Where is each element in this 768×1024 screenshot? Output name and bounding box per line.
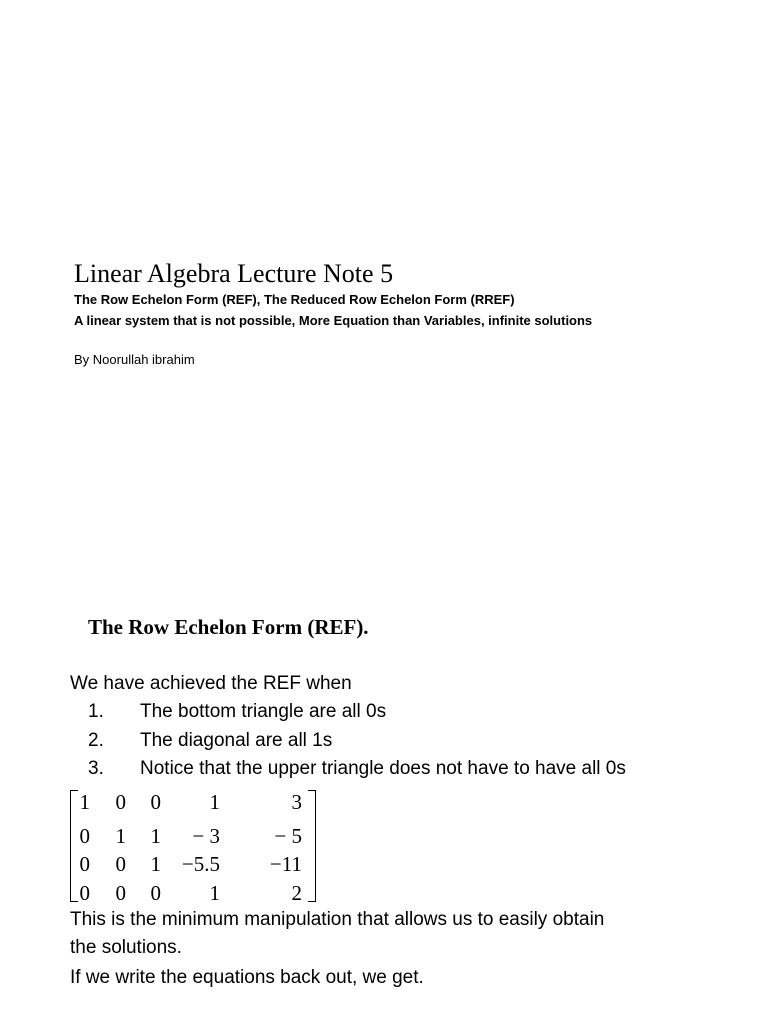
list-item-number: 1.: [88, 701, 104, 722]
list-item-text: The diagonal are all 1s: [140, 729, 333, 751]
matrix-cell-r4-c2: 0: [115, 881, 126, 905]
matrix-cell-r2-c3: 1: [150, 824, 161, 848]
matrix-cell-r1-c3: 0: [150, 790, 161, 814]
section-heading: The Row Echelon Form (REF).: [88, 615, 369, 639]
subtitle-line-2: A linear system that is not possible, More Equation than Variables, infinite solutions: [74, 313, 593, 328]
matrix-cell-r4-c5: 2: [291, 881, 302, 905]
matrix-cell-r2-c5: − 5: [274, 824, 302, 848]
augmented-matrix: [70, 786, 316, 904]
list-item-number: 2.: [88, 729, 104, 751]
matrix-cell-r2-c4: − 3: [192, 824, 220, 848]
matrix-cell-r1-c4: 1: [209, 790, 220, 814]
matrix-cell-r4-c1: 0: [79, 881, 90, 905]
list-item-text: Notice that the upper triangle does not have to have all 0s: [140, 758, 626, 779]
matrix-cell-r3-c1: 0: [79, 852, 90, 876]
author-line: By Noorullah ibrahim: [74, 352, 195, 367]
matrix-left-bracket: [70, 790, 78, 902]
matrix-cell-r3-c2: 0: [115, 852, 126, 876]
matrix-cell-r1-c5: 3: [291, 790, 302, 814]
matrix-cell-r2-c2: 1: [115, 824, 126, 848]
matrix-cell-r4-c3: 0: [150, 881, 161, 905]
matrix-cell-r3-c5: −11: [269, 852, 302, 876]
matrix-cell-r1-c1: 1: [79, 790, 90, 814]
list-item-number: 3.: [88, 758, 104, 779]
matrix-right-bracket: [308, 790, 316, 902]
list-item-text: The bottom triangle are all 0s: [140, 701, 387, 722]
paragraph-line-1: This is the minimum manipulation that allows us to easily obtain: [70, 909, 605, 930]
intro-text: We have achieved the REF when: [70, 673, 352, 694]
matrix-cell-r1-c2: 0: [115, 790, 126, 814]
matrix-cell-r2-c1: 0: [79, 824, 90, 848]
paragraph-line-3: If we write the equations back out, we get.: [70, 967, 424, 988]
paragraph-line-2: the solutions.: [70, 937, 182, 958]
matrix-cell-r3-c4: −5.5: [181, 852, 220, 876]
matrix-cell-r3-c3: 1: [150, 852, 161, 876]
document-title: Linear Algebra Lecture Note 5: [74, 259, 394, 288]
subtitle-line-1: The Row Echelon Form (REF), The Reduced Row Echelon Form (RREF): [74, 292, 515, 307]
matrix-cell-r4-c4: 1: [209, 881, 220, 905]
